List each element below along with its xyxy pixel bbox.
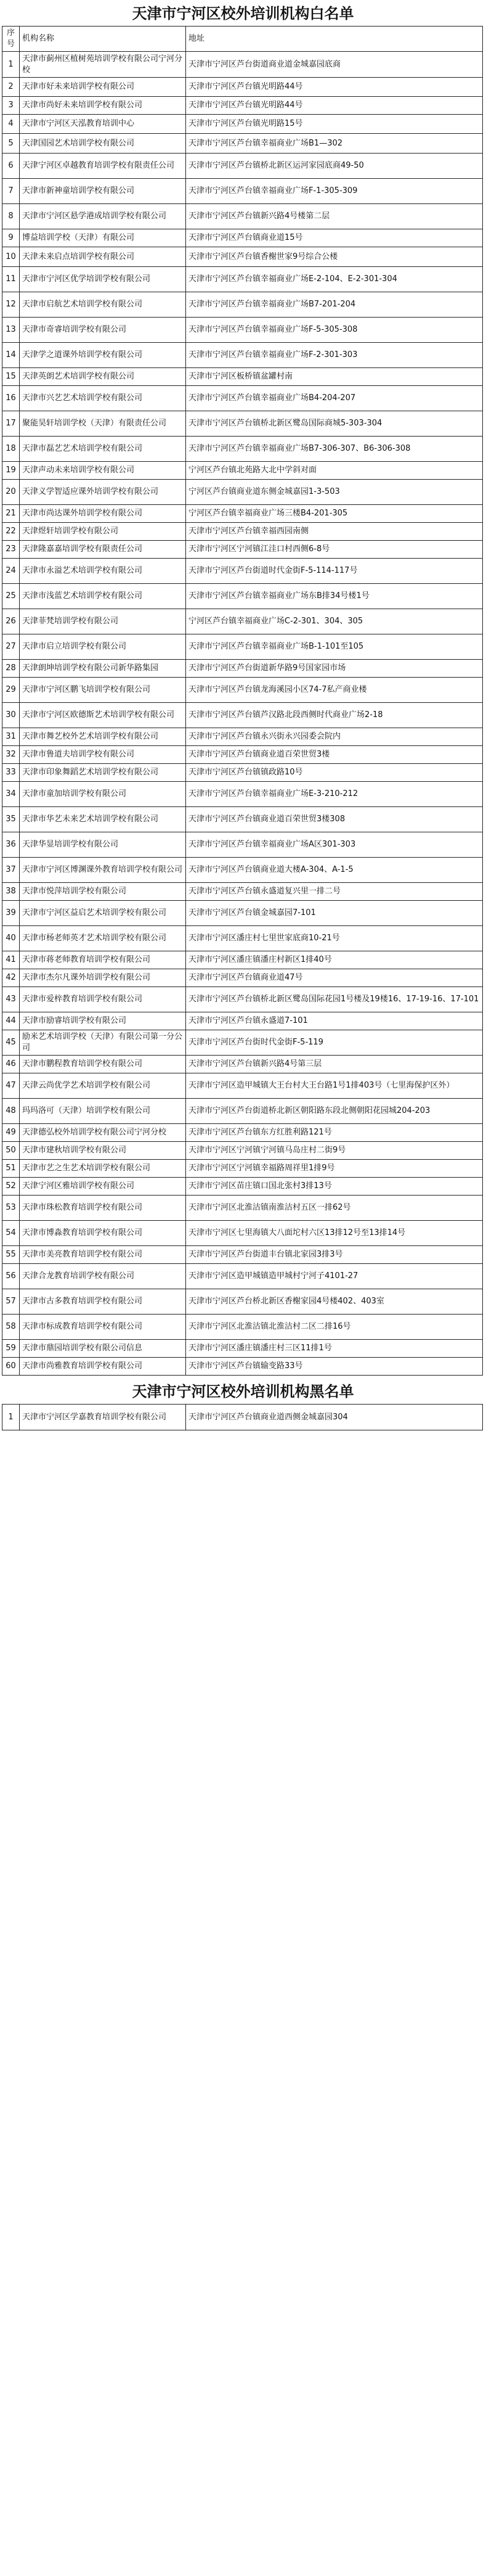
- org-address: 天津市宁河区芦台镇幸福商业广场F-5-305-308: [186, 318, 483, 343]
- org-name: 天津市艺之生艺术培训学校有限公司: [20, 1160, 186, 1178]
- org-address: 天津市宁河区芦台镇光明路44号: [186, 97, 483, 115]
- org-address: 宁河区芦台镇商业道东侧金城嘉园1-3-503: [186, 480, 483, 505]
- org-name: 天津市宁河区鹏飞培训学校有限公司: [20, 678, 186, 703]
- org-name: 天津菲梵培训学校有限公司: [20, 609, 186, 634]
- org-address: 天津市宁河区芦台街道新华路9号国家园市场: [186, 660, 483, 678]
- org-name: 天津市宁河区悬学港成培训学校有限公司: [20, 204, 186, 229]
- org-name: 天津市杰尔凡课外培训学校有限公司: [20, 969, 186, 987]
- row-number: 55: [2, 1246, 20, 1264]
- row-number: 47: [2, 1073, 20, 1099]
- table-row: [2, 52, 483, 78]
- org-address: 天津市宁河区宁河镇幸福路周祥里1排9号: [186, 1160, 483, 1178]
- table-row: [2, 1073, 483, 1099]
- table-row: [2, 523, 483, 541]
- row-number: 51: [2, 1160, 20, 1178]
- org-address: 天津市宁河区芦台镇光明路15号: [186, 115, 483, 134]
- org-name: 天津市启航艺术培训学校有限公司: [20, 292, 186, 318]
- row-number: 18: [2, 437, 20, 462]
- row-number: 4: [2, 115, 20, 134]
- table-row: [2, 1315, 483, 1340]
- row-number: 5: [2, 134, 20, 154]
- row-number: 58: [2, 1315, 20, 1340]
- table-row: [2, 462, 483, 480]
- org-address: 天津市宁河区芦台镇商业道大楼A-304、A-1-5: [186, 858, 483, 883]
- org-name: 玛玛洛可（天津）培训学校有限公司: [20, 1099, 186, 1124]
- row-number: 43: [2, 987, 20, 1012]
- org-address: 天津市宁河区芦台街时代金街F-5-119: [186, 1030, 483, 1056]
- row-number: 52: [2, 1178, 20, 1196]
- table-row: [2, 78, 483, 97]
- org-address: 天津市宁河区芦台镇桥北新区鹭岛国际花园1号楼及19楼16、17-19-16、17-101: [186, 987, 483, 1012]
- org-address: 天津市宁河区宁河镇宁河镇马岛庄村二街9号: [186, 1142, 483, 1160]
- org-address: 天津市宁河区芦台镇镇政路10号: [186, 764, 483, 782]
- org-name: 天津市宁河区优学培训学校有限公司: [20, 267, 186, 292]
- table-row: [2, 1160, 483, 1178]
- org-address: 天津市宁河区七里海镇大八面坨村六区13排12号至13排14号: [186, 1221, 483, 1246]
- table-row: [2, 1196, 483, 1221]
- org-address: 天津市宁河区芦台镇幸福商业广场B4-204-207: [186, 386, 483, 411]
- org-address: 天津市宁河区芦台镇龙海溪园小区74-7私产商业楼: [186, 678, 483, 703]
- row-number: 44: [2, 1012, 20, 1030]
- row-number: 28: [2, 660, 20, 678]
- white-list-table: [2, 26, 483, 1376]
- org-name: 天津市奇睿培训学校有限公司: [20, 318, 186, 343]
- org-address: 天津市宁河区芦台镇芦汉路北段西侧时代商业广场2-18: [186, 703, 483, 728]
- table-row: [2, 437, 483, 462]
- row-number: 42: [2, 969, 20, 987]
- table-row: [2, 858, 483, 883]
- org-name: 天津学之道课外培训学校有限公司: [20, 343, 186, 368]
- org-name: 天津市兴艺艺术培训学校有限公司: [20, 386, 186, 411]
- row-number: 33: [2, 764, 20, 782]
- org-name: 天津宁河区卓越教育培训学校有限责任公司: [20, 154, 186, 179]
- row-number: 31: [2, 728, 20, 746]
- row-number: 11: [2, 267, 20, 292]
- table-row: [2, 204, 483, 229]
- org-address: 宁河区芦台镇幸福商业广场三楼B4-201-305: [186, 505, 483, 523]
- table-row: [2, 1030, 483, 1056]
- row-number: 20: [2, 480, 20, 505]
- org-address: 天津市宁河区芦台镇幸福商业广场E-3-210-212: [186, 782, 483, 807]
- org-name: 天津市新神童培训学校有限公司: [20, 179, 186, 204]
- table-row: [2, 1221, 483, 1246]
- table-row: [2, 609, 483, 634]
- org-address: 天津市宁河区芦台镇幸福西园南侧: [186, 523, 483, 541]
- table-row: [2, 368, 483, 386]
- org-name: 天津市宁河区学嘉教育培训学校有限公司: [20, 1405, 186, 1430]
- org-name: 天津华显培训学校有限公司: [20, 832, 186, 858]
- org-address: 天津市宁河区芦台镇商业道47号: [186, 969, 483, 987]
- org-address: 天津市宁河区芦台镇幸福商业广场E-2-104、E-2-301-304: [186, 267, 483, 292]
- org-address: 天津市宁河区潘庄村七里世家底商10-21号: [186, 926, 483, 951]
- table-row: [2, 746, 483, 764]
- table-row: [2, 1012, 483, 1030]
- table-row: [2, 267, 483, 292]
- header-name: 机构名称: [20, 27, 186, 52]
- table-row: [2, 505, 483, 523]
- table-row: [2, 764, 483, 782]
- table-row: [2, 901, 483, 926]
- org-address: 天津市宁河区芦台镇东方红胜利路121号: [186, 1124, 483, 1142]
- table-row: [2, 584, 483, 609]
- row-number: 29: [2, 678, 20, 703]
- row-number: 25: [2, 584, 20, 609]
- org-address: 天津市宁河区芦台镇光明路44号: [186, 78, 483, 97]
- row-number: 50: [2, 1142, 20, 1160]
- org-address: 天津市宁河区芦台镇幸福商业广场B-1-101至105: [186, 634, 483, 660]
- org-address: 天津市宁河区芦台镇永盛道复兴里一排二号: [186, 883, 483, 901]
- table-row: [2, 115, 483, 134]
- table-row: [2, 782, 483, 807]
- row-number: 10: [2, 247, 20, 267]
- org-address: 天津市宁河区苗庄镇口国北张村3排13号: [186, 1178, 483, 1196]
- row-number: 46: [2, 1056, 20, 1073]
- org-address: 天津市宁河区北淮沽镇南淮沽村五区一排62号: [186, 1196, 483, 1221]
- row-number: 35: [2, 807, 20, 832]
- table-row: [2, 292, 483, 318]
- row-number: 45: [2, 1030, 20, 1056]
- org-address: 宁河区芦台镇北苑路大北中学斜对面: [186, 462, 483, 480]
- org-name: 天津市浅蓝艺术培训学校有限公司: [20, 584, 186, 609]
- row-number: 53: [2, 1196, 20, 1221]
- org-name: 天津市尚达课外培训学校有限公司: [20, 505, 186, 523]
- org-name: 天津市鹏程教育培训学校有限公司: [20, 1056, 186, 1073]
- org-name: 天津市宁河区欧德斯艺术培训学校有限公司: [20, 703, 186, 728]
- row-number: 27: [2, 634, 20, 660]
- org-name: 天津市励睿培训学校有限公司: [20, 1012, 186, 1030]
- row-number: 23: [2, 541, 20, 559]
- table-row: [2, 411, 483, 437]
- org-address: 天津市宁河区芦台桥北新区香榭家园4号楼402、403室: [186, 1289, 483, 1315]
- row-number: 57: [2, 1289, 20, 1315]
- org-address: 宁河区芦台镇幸福商业广场C-2-301、304、305: [186, 609, 483, 634]
- org-name: 天津市蓟州区植树苑培训学校有限公司宁河分校: [20, 52, 186, 78]
- org-name: 天津市鼎园培训学校有限公司信息: [20, 1340, 186, 1358]
- org-name: 天津市杨老师英才艺术培训学校有限公司: [20, 926, 186, 951]
- header-address: 地址: [186, 27, 483, 52]
- org-address: 天津市宁河区潘庄镇潘庄村新区1排40号: [186, 951, 483, 969]
- org-name: 天津市印象舞蹈艺术培训学校有限公司: [20, 764, 186, 782]
- org-name: 天津市舞艺校外艺术培训学校有限公司: [20, 728, 186, 746]
- org-address: 天津市宁河区北淮沽镇北淮沽村二区二排16号: [186, 1315, 483, 1340]
- org-address: 天津市宁河区芦台镇幸福商业广场B1—302: [186, 134, 483, 154]
- row-number: 9: [2, 229, 20, 247]
- row-number: 30: [2, 703, 20, 728]
- org-address: 天津市宁河区芦台街道商业道金城嘉园底商: [186, 52, 483, 78]
- org-name: 天津市启立培训学校有限公司: [20, 634, 186, 660]
- row-number: 1: [2, 52, 20, 78]
- org-name: 聚能昊轩培训学校（天津）有限责任公司: [20, 411, 186, 437]
- table-row: [2, 1056, 483, 1073]
- org-address: 天津市宁河区芦台镇商业道百荣世贸3楼: [186, 746, 483, 764]
- table-row: [2, 541, 483, 559]
- org-address: 天津市宁河区芦台镇商业道西侧金城嘉园304: [186, 1405, 483, 1430]
- table-row: [2, 926, 483, 951]
- table-row: [2, 179, 483, 204]
- row-number: 39: [2, 901, 20, 926]
- table-row: [2, 883, 483, 901]
- org-name: 天津市美亮教育培训学校有限公司: [20, 1246, 186, 1264]
- table-row: [2, 951, 483, 969]
- row-number: 13: [2, 318, 20, 343]
- row-number: 16: [2, 386, 20, 411]
- row-number: 2: [2, 78, 20, 97]
- row-number: 15: [2, 368, 20, 386]
- row-number: 36: [2, 832, 20, 858]
- table-row: [2, 1124, 483, 1142]
- org-name: 天津市童加培训学校有限公司: [20, 782, 186, 807]
- white-list-title: 天津市宁河区校外培训机构白名单: [132, 5, 354, 22]
- row-number: 24: [2, 559, 20, 584]
- table-row: [2, 318, 483, 343]
- row-number: 1: [2, 1405, 20, 1430]
- row-number: 14: [2, 343, 20, 368]
- org-name: 天津市尚好未来培训学校有限公司: [20, 97, 186, 115]
- org-name: 天津市永溢艺术培训学校有限公司: [20, 559, 186, 584]
- org-address: 天津市宁河区芦台镇输变路33号: [186, 1358, 483, 1376]
- table-row: [2, 247, 483, 267]
- table-row: [2, 480, 483, 505]
- org-address: 天津市宁河区芦台镇金城嘉园7-101: [186, 901, 483, 926]
- row-number: 6: [2, 154, 20, 179]
- org-name: 天津德弘校外培训学校有限公司宁河分校: [20, 1124, 186, 1142]
- org-name: 天津市古多教育培训学校有限公司: [20, 1289, 186, 1315]
- org-address: 天津市宁河区芦台镇桥北新区运河家园底商49-50: [186, 154, 483, 179]
- org-address: 天津市宁河区宁河镇江洼口村西侧6-8号: [186, 541, 483, 559]
- table-row: [2, 1178, 483, 1196]
- row-number: 40: [2, 926, 20, 951]
- org-name: 励米艺术培训学校（天津）有限公司第一分公司: [20, 1030, 186, 1056]
- row-number: 37: [2, 858, 20, 883]
- row-number: 3: [2, 97, 20, 115]
- table-row: [2, 807, 483, 832]
- table-row: [2, 660, 483, 678]
- org-name: 天津市尚雅教育培训学校有限公司: [20, 1358, 186, 1376]
- table-row: [2, 154, 483, 179]
- row-number: 38: [2, 883, 20, 901]
- org-name: 天津市宁河区博渊课外教育培训学校有限公司: [20, 858, 186, 883]
- table-row: [2, 969, 483, 987]
- row-number: 8: [2, 204, 20, 229]
- table-row: [2, 386, 483, 411]
- org-address: 天津市宁河区芦台镇新兴路4号第三层: [186, 1056, 483, 1073]
- table-row: [2, 343, 483, 368]
- table-row: [2, 1142, 483, 1160]
- org-name: 天津市蒋老师教育培训学校有限公司: [20, 951, 186, 969]
- org-name: 天津市宁河区天泓教育培训中心: [20, 115, 186, 134]
- row-number: 26: [2, 609, 20, 634]
- org-address: 天津市宁河区芦台镇新兴路4号楼第二层: [186, 204, 483, 229]
- table-row: [2, 703, 483, 728]
- row-number: 41: [2, 951, 20, 969]
- org-name: 天津市建秋培训学校有限公司: [20, 1142, 186, 1160]
- org-address: 天津市宁河区芦台街道时代金街F-5-114-117号: [186, 559, 483, 584]
- table-row: [2, 634, 483, 660]
- org-name: 天津煜轩培训学校有限公司: [20, 523, 186, 541]
- row-number: 22: [2, 523, 20, 541]
- table-row: [2, 1405, 483, 1430]
- org-name: 天津未来启点培训学校有限公司: [20, 247, 186, 267]
- black-list-body: [2, 1405, 483, 1430]
- org-name: 天津声动未来培训学校有限公司: [20, 462, 186, 480]
- table-row: [2, 987, 483, 1012]
- org-name: 天津合龙教育培训学校有限公司: [20, 1264, 186, 1289]
- org-name: 天津义学智适应课外培训学校有限公司: [20, 480, 186, 505]
- org-name: 天津宁河区雅培训学校有限公司: [20, 1178, 186, 1196]
- org-name: 天津市博淼教育培训学校有限公司: [20, 1221, 186, 1246]
- black-list-table: [2, 1404, 483, 1430]
- org-address: 天津市宁河区芦台镇商业道百荣世贸3楼308: [186, 807, 483, 832]
- org-address: 天津市宁河区造甲城镇大王台村大王台路1号1排403号（七里海保护区外）: [186, 1073, 483, 1099]
- org-address: 天津市宁河区潘庄镇潘庄村三区11排1号: [186, 1340, 483, 1358]
- org-name: 天津国园艺术培训学校有限公司: [20, 134, 186, 154]
- row-number: 34: [2, 782, 20, 807]
- org-name: 天津朗坤培训学校有限公司新华路集园: [20, 660, 186, 678]
- org-name: 天津英朗艺术培训学校有限公司: [20, 368, 186, 386]
- org-name: 天津市悦萍培训学校有限公司: [20, 883, 186, 901]
- org-address: 天津市宁河区板桥镇盆罐村南: [186, 368, 483, 386]
- org-address: 天津市宁河区芦台镇永兴街永兴园委会院内: [186, 728, 483, 746]
- org-address: 天津市宁河区芦台镇幸福商业广场B7-306-307、B6-306-308: [186, 437, 483, 462]
- org-name: 天津市磊艺艺术培训学校有限公司: [20, 437, 186, 462]
- org-address: 天津市宁河区芦台镇香榭世家9号综合公楼: [186, 247, 483, 267]
- org-name: 天津市华艺未来艺术培训学校有限公司: [20, 807, 186, 832]
- white-list-body: [2, 52, 483, 1376]
- org-name: 天津隆嘉嘉培训学校有限责任公司: [20, 541, 186, 559]
- row-number: 12: [2, 292, 20, 318]
- table-row: [2, 1358, 483, 1376]
- org-address: 天津市宁河区芦台镇幸福商业广场F-2-301-303: [186, 343, 483, 368]
- black-list-title: 天津市宁河区校外培训机构黑名单: [132, 1383, 354, 1400]
- header-no: 序号: [2, 27, 20, 52]
- table-row: [2, 559, 483, 584]
- table-header-row: [2, 27, 483, 52]
- table-row: [2, 1340, 483, 1358]
- org-name: 天津市宁河区益启艺术培训学校有限公司: [20, 901, 186, 926]
- org-address: 天津市宁河区造甲城镇造甲城村宁河子4101-27: [186, 1264, 483, 1289]
- org-name: 天津市爱梓教育培训学校有限公司: [20, 987, 186, 1012]
- row-number: 56: [2, 1264, 20, 1289]
- row-number: 21: [2, 505, 20, 523]
- org-name: 天津市好未来培训学校有限公司: [20, 78, 186, 97]
- org-name: 天津市珠松教育培训学校有限公司: [20, 1196, 186, 1221]
- table-row: [2, 134, 483, 154]
- org-name: 天津云尚优学艺术培训学校有限公司: [20, 1073, 186, 1099]
- table-row: [2, 97, 483, 115]
- row-number: 17: [2, 411, 20, 437]
- org-address: 天津市宁河区芦台街道丰台镇北家园3排3号: [186, 1246, 483, 1264]
- table-row: [2, 1099, 483, 1124]
- row-number: 59: [2, 1340, 20, 1358]
- row-number: 49: [2, 1124, 20, 1142]
- org-address: 天津市宁河区芦台镇永盛道7-101: [186, 1012, 483, 1030]
- org-address: 天津市宁河区芦台街道桥北新区朝阳路东段北侧朝阳花园城204-203: [186, 1099, 483, 1124]
- row-number: 54: [2, 1221, 20, 1246]
- table-row: [2, 728, 483, 746]
- org-address: 天津市宁河区芦台镇商业道15号: [186, 229, 483, 247]
- table-row: [2, 1246, 483, 1264]
- org-address: 天津市宁河区芦台镇幸福商业广场东B排34号楼1号: [186, 584, 483, 609]
- table-row: [2, 678, 483, 703]
- table-row: [2, 1289, 483, 1315]
- row-number: 60: [2, 1358, 20, 1376]
- org-name: 博益培训学校（天津）有限公司: [20, 229, 186, 247]
- org-address: 天津市宁河区芦台镇幸福商业广场A区301-303: [186, 832, 483, 858]
- row-number: 32: [2, 746, 20, 764]
- org-name: 天津市鲁道夫培训学校有限公司: [20, 746, 186, 764]
- row-number: 48: [2, 1099, 20, 1124]
- table-row: [2, 832, 483, 858]
- table-row: [2, 1264, 483, 1289]
- org-name: 天津市标成教育培训学校有限公司: [20, 1315, 186, 1340]
- row-number: 7: [2, 179, 20, 204]
- table-row: [2, 229, 483, 247]
- org-address: 天津市宁河区芦台镇桥北新区鹭岛国际商城5-303-304: [186, 411, 483, 437]
- org-address: 天津市宁河区芦台镇幸福商业广场B7-201-204: [186, 292, 483, 318]
- row-number: 19: [2, 462, 20, 480]
- org-address: 天津市宁河区芦台镇幸福商业广场F-1-305-309: [186, 179, 483, 204]
